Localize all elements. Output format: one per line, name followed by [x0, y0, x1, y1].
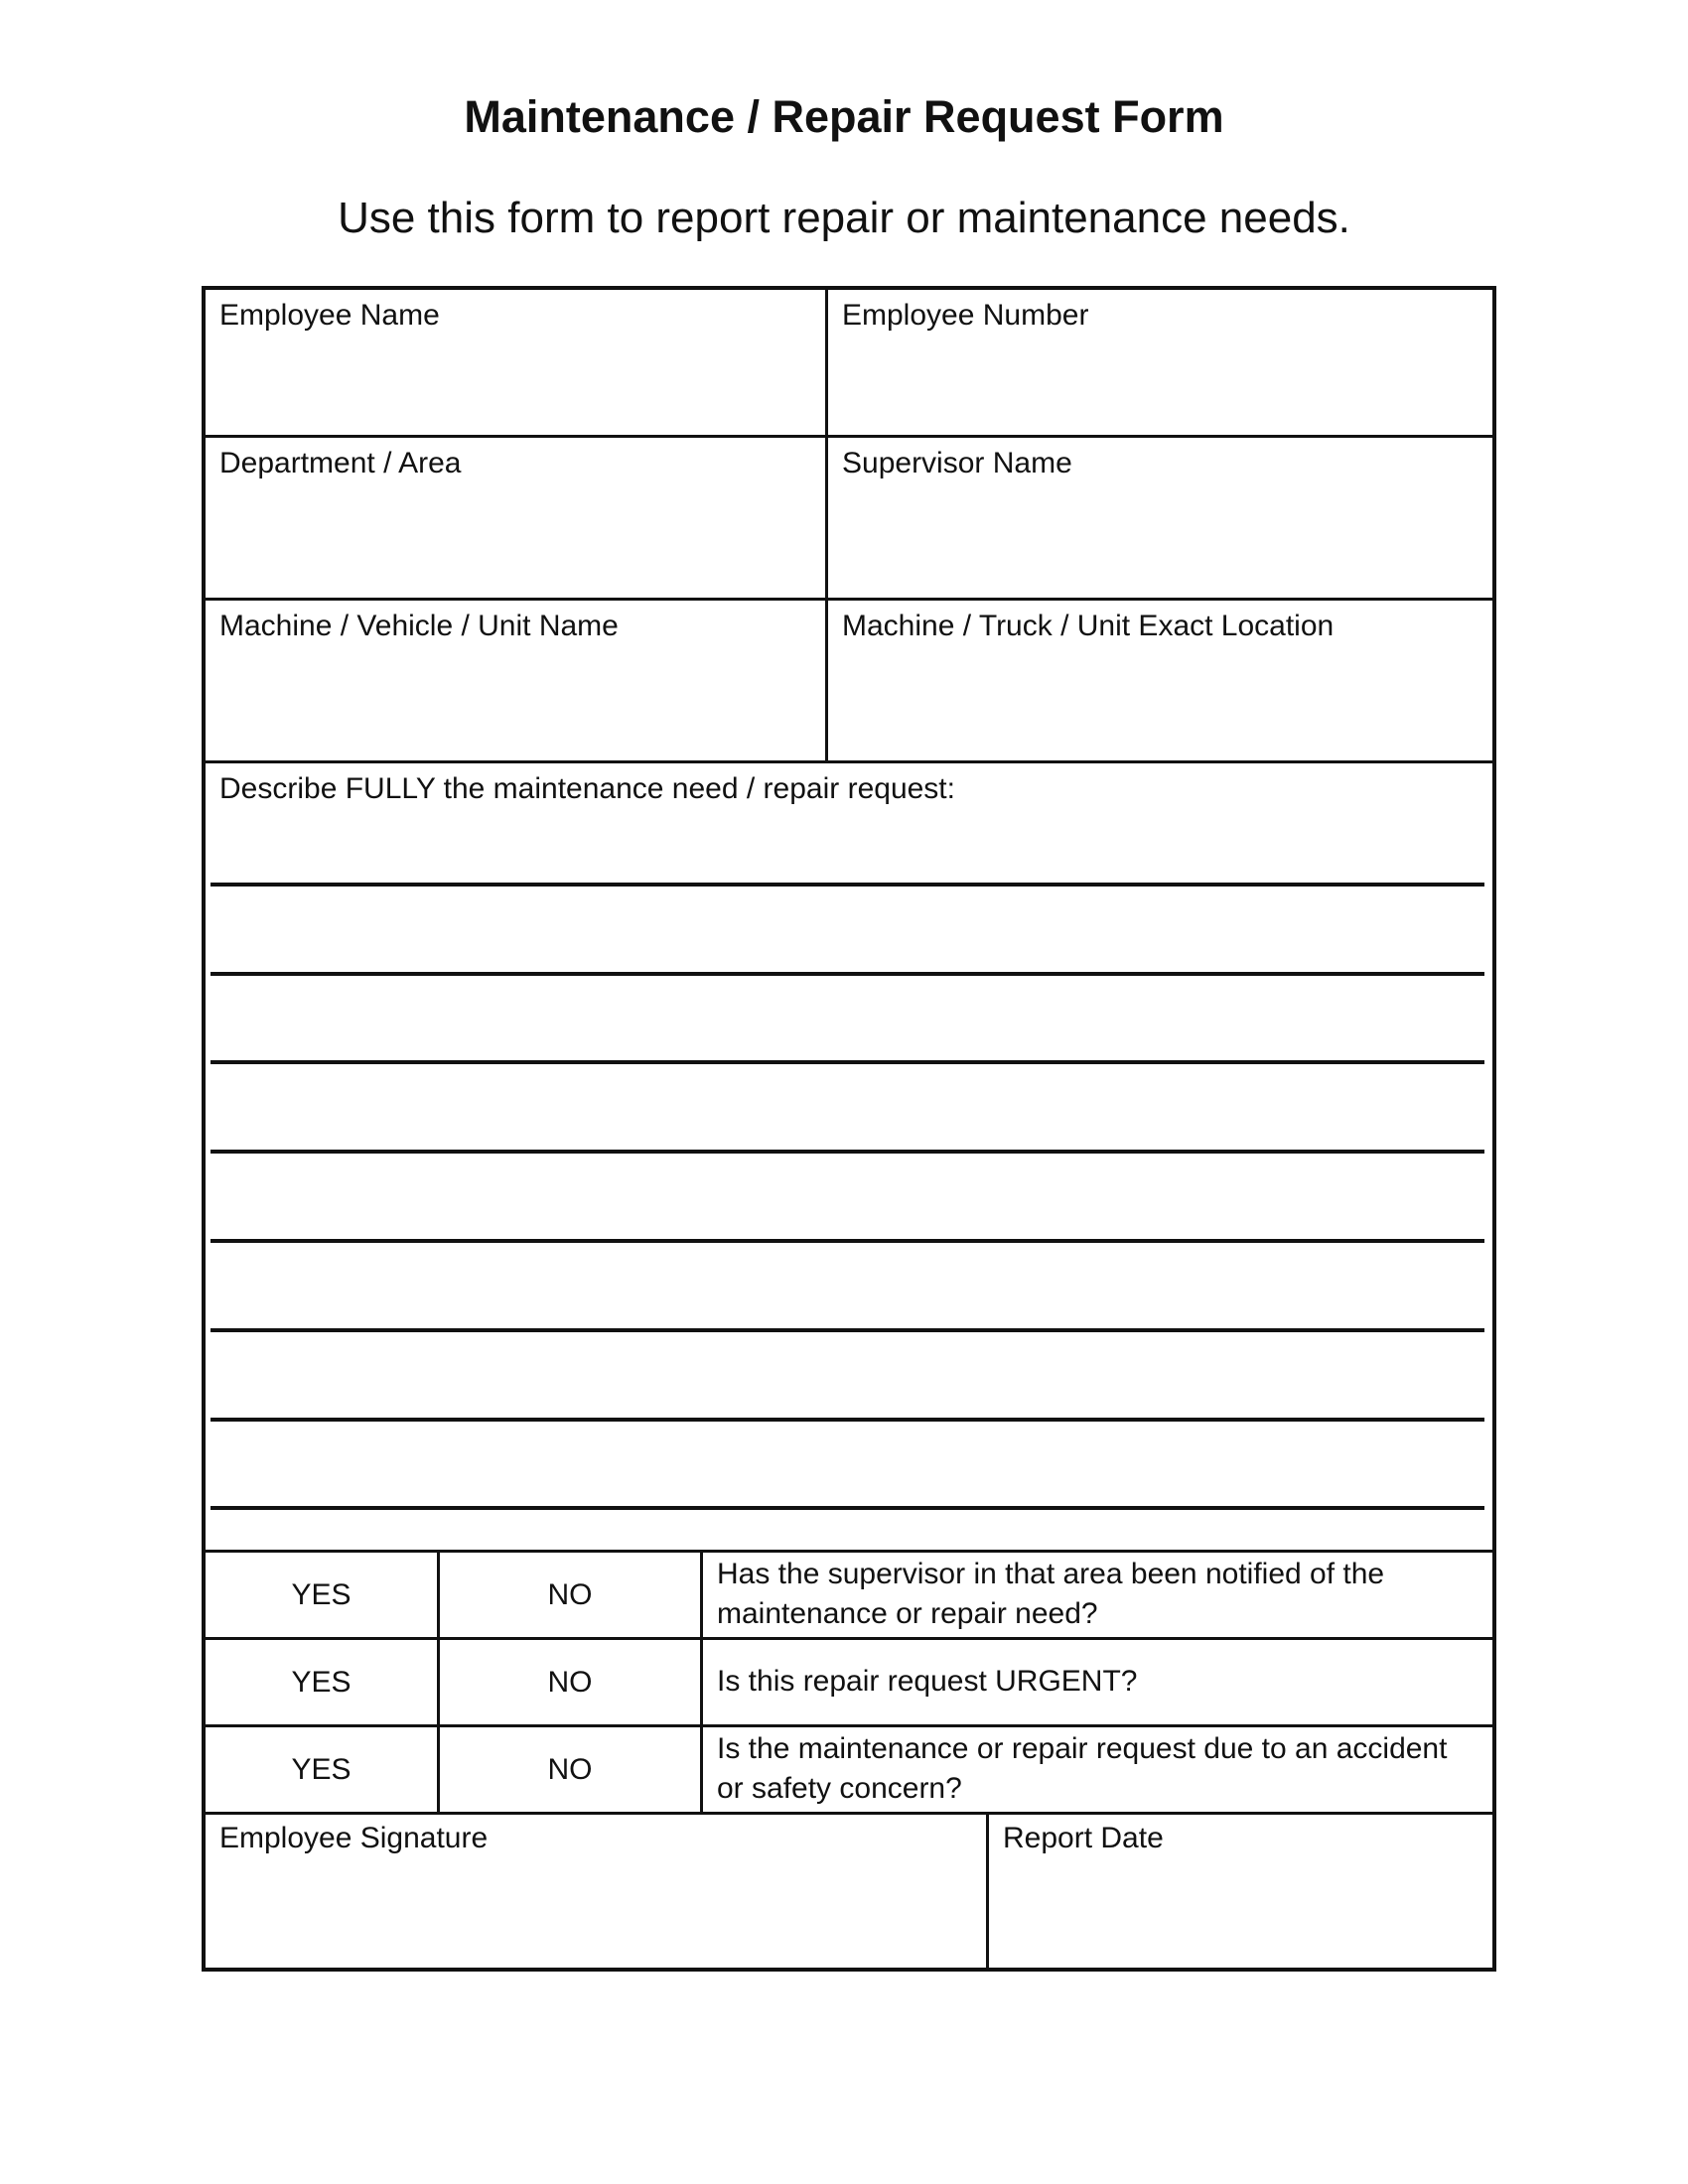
description-writing-line — [211, 1418, 1484, 1422]
description-writing-line — [211, 1506, 1484, 1510]
employee-signature-label: Employee Signature — [219, 1822, 489, 1854]
q3-yes-option[interactable]: YES — [291, 1752, 352, 1786]
page-subtitle: Use this form to report repair or maintenance needs. — [338, 194, 1350, 242]
description-field[interactable] — [206, 763, 1492, 1550]
department-area-label: Department / Area — [219, 447, 462, 479]
employee-number-label: Employee Number — [842, 299, 1089, 332]
request-form — [202, 286, 1496, 1972]
q1-yes-option[interactable]: YES — [291, 1577, 352, 1611]
column-divider — [700, 1550, 703, 1815]
description-writing-line — [211, 1060, 1484, 1064]
q2-yes-option[interactable]: YES — [291, 1665, 352, 1699]
page-title: Maintenance / Repair Request Form — [464, 91, 1224, 142]
report-date-label: Report Date — [1003, 1822, 1164, 1854]
supervisor-name-label: Supervisor Name — [842, 447, 1072, 479]
description-label: Describe FULLY the maintenance need / repair request: — [219, 772, 955, 805]
q1-no-option[interactable]: NO — [547, 1577, 593, 1611]
q2-question-text: Is this repair request URGENT? — [717, 1665, 1138, 1698]
description-writing-line — [211, 883, 1484, 887]
q3-question-text: Is the maintenance or repair request due to an accident or safety concern? — [717, 1732, 1448, 1805]
description-writing-line — [211, 1239, 1484, 1243]
q1-question-text: Has the supervisor in that area been notified of the maintenance or repair need? — [717, 1558, 1385, 1630]
machine-location-label: Machine / Truck / Unit Exact Location — [842, 610, 1335, 642]
employee-name-label: Employee Name — [219, 299, 440, 332]
description-writing-line — [211, 1150, 1484, 1154]
description-writing-line — [211, 972, 1484, 976]
description-writing-line — [211, 1328, 1484, 1332]
q2-no-option[interactable]: NO — [547, 1665, 593, 1699]
machine-name-label: Machine / Vehicle / Unit Name — [219, 610, 619, 642]
q3-no-option[interactable]: NO — [547, 1752, 593, 1786]
